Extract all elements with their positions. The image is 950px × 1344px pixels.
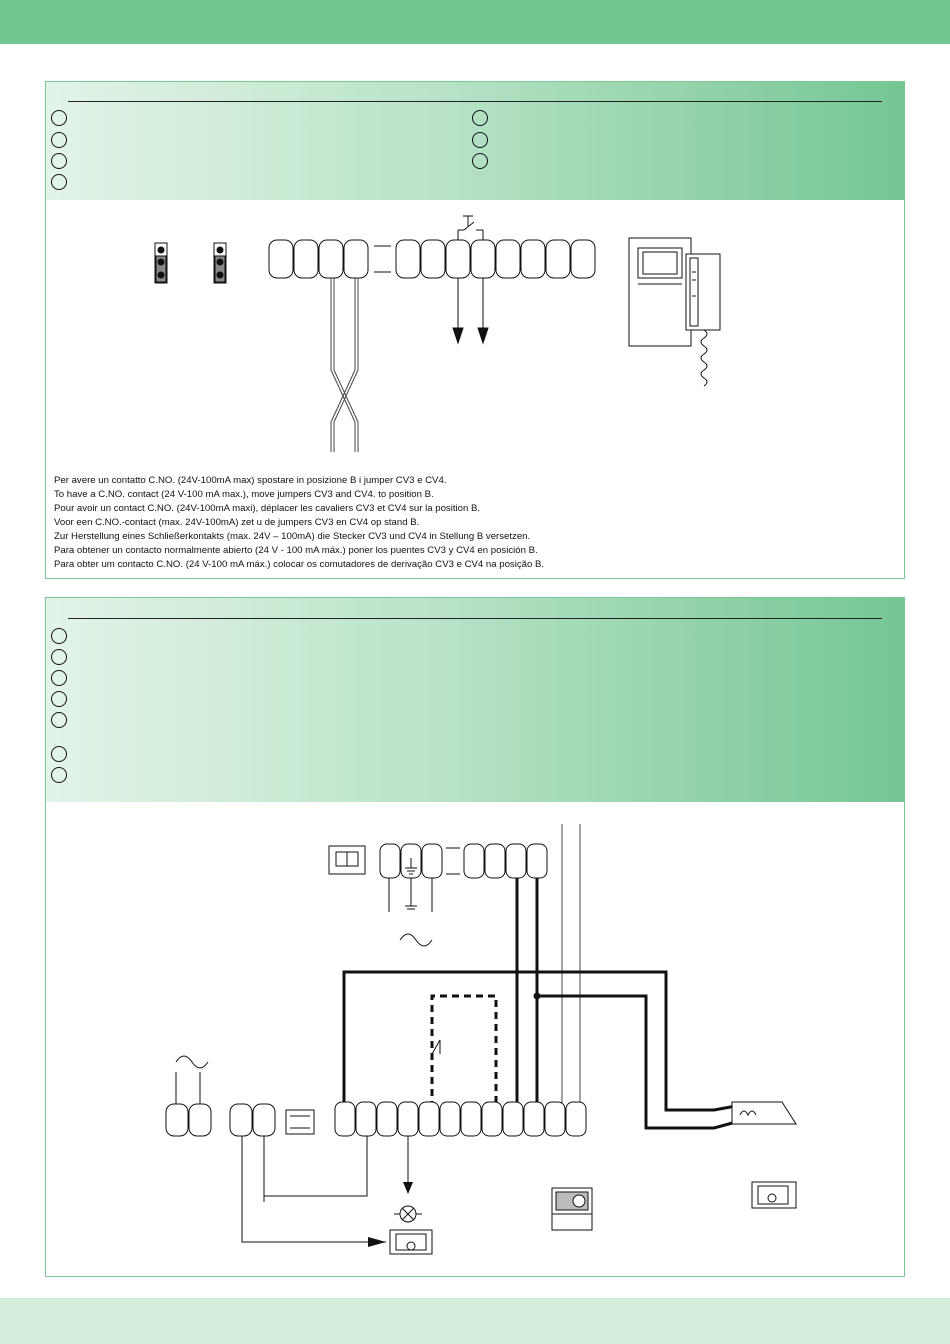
camera-unit-icon (732, 1102, 796, 1124)
lamp-icon (394, 1206, 422, 1222)
wiring-diagram-1 (46, 200, 904, 470)
language-circle (51, 110, 67, 126)
electric-lock-icon (390, 1230, 432, 1254)
language-circle (51, 153, 67, 169)
door-entry-panel-icon (552, 1188, 592, 1230)
ac-input-icon (176, 1056, 208, 1068)
language-circle (472, 110, 488, 126)
language-circle (51, 691, 67, 707)
language-circle (51, 132, 67, 148)
video-monitor-icon (629, 238, 720, 386)
crossed-bus-wires (331, 278, 358, 452)
top-terminal-block (380, 844, 547, 878)
panel-system-wiring (45, 597, 905, 1277)
language-circle (51, 174, 67, 190)
terminal-block-right (396, 240, 595, 278)
contact-switch-symbol (458, 216, 483, 240)
lower-terminal-main (335, 1102, 586, 1136)
panel-2-header (46, 598, 904, 802)
panel-jumper-contact (45, 81, 905, 579)
lower-terminal-supply (166, 1104, 275, 1136)
wiring-diagram-2 (46, 802, 904, 1272)
note-line-de: Zur Herstellung eines Schließerkontakts (max. 24V – 100mA) die Stecker CV3 und CV4 in Stellung B versetzen. (54, 531, 531, 542)
language-circle (51, 746, 67, 762)
language-circle (51, 628, 67, 644)
note-line-es: Para obtener un contacto normalmente abierto (24 V - 100 mA máx.) poner los puentes CV3 y CV4 en posición B. (54, 545, 538, 556)
note-line-nl: Voor een C.NO.-contact (max. 24V-100mA) zet u de jumpers CV3 en CV4 op stand B. (54, 517, 420, 528)
language-circle (51, 670, 67, 686)
language-circle (472, 132, 488, 148)
language-circle (51, 649, 67, 665)
header-rule (68, 618, 882, 619)
relay-module-icon (286, 1110, 314, 1134)
language-circle (472, 153, 488, 169)
top-band (0, 0, 950, 44)
note-line-pt: Para obter um contacto C.NO. (24 V-100 mA máx.) colocar os comutadores de derivação CV3 e CV4 na posição B. (54, 559, 545, 570)
secondary-lock-icon (752, 1182, 796, 1208)
terminal-block-left (269, 240, 368, 278)
note-line-fr: Pour avoir un contact C.NO. (24V-100mA maxi), déplacer les cavaliers CV3 et CV4 sur la position B. (54, 503, 481, 514)
note-line-it: Per avere un contatto C.NO. (24V-100mA max) spostare in posizione B i jumper CV3 e CV4. (54, 475, 447, 486)
panel-1-header (46, 82, 904, 200)
jumper-cv3 (155, 243, 167, 283)
bus-wiring (344, 878, 736, 1128)
jumper-note (54, 474, 544, 572)
language-circle (51, 712, 67, 728)
jumper-cv4 (214, 243, 226, 283)
note-line-en: To have a C.NO. contact (24 V-100 mA max.), move jumpers CV3 and CV4. to position B. (54, 489, 434, 500)
output-arrows (453, 278, 488, 343)
lock-loop-dashed (432, 996, 496, 1108)
bottom-band (0, 1298, 950, 1344)
language-circle (51, 767, 67, 783)
ac-supply-icon (400, 934, 432, 946)
power-supply-module-icon (329, 846, 365, 874)
header-rule (68, 101, 882, 102)
